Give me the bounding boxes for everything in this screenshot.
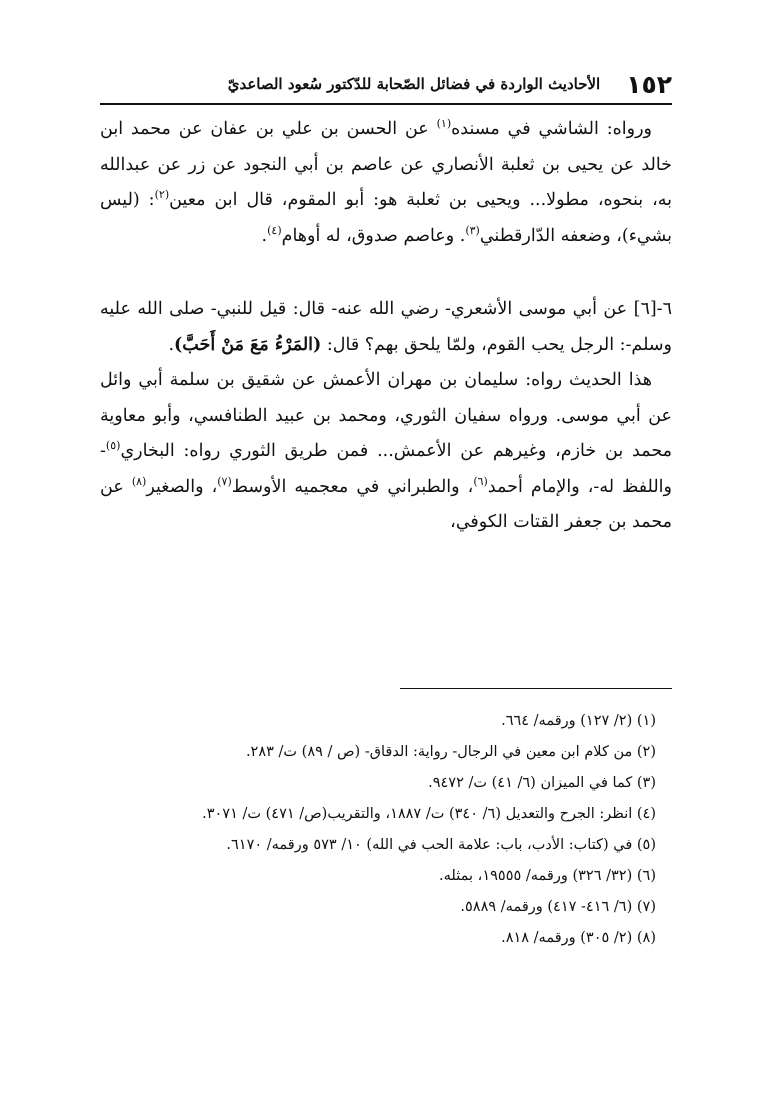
footnote-ref-3: (٣) <box>465 223 480 237</box>
footnote-ref-6: (٦) <box>473 474 488 488</box>
footnote-5: (٥) في (كتاب: الأدب، باب: علامة الحب في الله) ١٠/ ٥٧٣ ورقمه/ ٦١٧٠. <box>226 837 656 853</box>
text-run: : (ليس بشيء)، وضعفه الدّارقطني <box>100 190 672 246</box>
page-number: ١٥٢ <box>626 69 672 99</box>
text-run: ورواه: الشاشي في مسنده <box>451 119 652 139</box>
footnotes <box>100 706 672 954</box>
footnote-ref-7: (٧) <box>217 474 232 488</box>
text-run: عن محمد بن جعفر القتات الكوفي، <box>100 476 672 532</box>
footnote-separator <box>400 688 672 689</box>
footnote-6: (٦) (٣٢/ ٣٢٦) ورقمه/ ١٩٥٥٥، بمثله. <box>439 868 656 884</box>
footnote-ref-8: (٨) <box>131 474 147 488</box>
footnote-ref-2: (٢) <box>154 188 170 201</box>
text-run: . <box>168 334 175 355</box>
footnote-ref-1: (١) <box>436 117 452 130</box>
paragraph-chain-shashi <box>100 112 672 254</box>
page-header <box>100 68 672 100</box>
footnote-4: (٤) انظر: الجرح والتعديل (٦/ ٣٤٠) ت/ ١٨٨٧، والتقريب(ص/ ٤٧١) ت/ ٣٠٧١. <box>202 806 656 822</box>
running-title: الأحاديث الواردة في فضائل الصّحابة للدّكتور سُعود الصاعديّ <box>227 75 601 93</box>
text-run: ، والصغير <box>146 476 218 497</box>
text-run: . <box>261 225 268 246</box>
text-run: هذا الحديث رواه: سليمان بن مهران الأعمش عن شقيق بن سلمة أبي وائل عن أبي موسى. ورواه سفيان الثوري، ومحمد بن عبيد الطنافسي، وأبو معاوية محمد بن خازم، وغيرهم عن الأعمش... فمن طريق الثوري رواه: البخاري <box>100 370 672 461</box>
footnote-7: (٧) (٦/ ٤١٦- ٤١٧) ورقمه/ ٥٨٨٩. <box>460 899 656 915</box>
footnote-1: (١) (٢/ ١٢٧) ورقمه/ ٦٦٤. <box>501 713 656 729</box>
footnote-ref-5: (٥) <box>105 439 121 452</box>
header-rule <box>100 103 672 105</box>
footnote-ref-4: (٤) <box>267 223 282 237</box>
text-run: عن الحسن بن علي بن عفان عن محمد ابن خالد عن يحيى بن ثعلبة الأنصاري عن عاصم بن أبي النجود عن زر عن عبدالله به، بنحوه، مطولا... ويحيى بن ثعلبة هو: أبو المقوم، قال ابن معين <box>100 119 672 210</box>
footnote-3: (٣) كما في الميزان (٦/ ٤١) ت/ ٩٤٧٢. <box>428 775 656 791</box>
footnote-2: (٢) من كلام ابن معين في الرجال- رواية: الدقاق- (ص / ٨٩) ت/ ٢٨٣. <box>245 744 656 760</box>
text-run: ، والطبراني في معجميه الأوسط <box>231 476 474 497</box>
main-text <box>100 112 672 541</box>
text-run: ٦-[٦] عن أبي موسى الأشعري- رضي الله عنه- قال: قيل للنبي- صلى الله عليه وسلم-: الرجل يحب القوم، ولمّا يلحق بهم؟ قال: <box>100 299 672 355</box>
paragraph-hadith-6 <box>100 292 672 363</box>
paragraph-takhrij <box>100 363 672 541</box>
footnote-8: (٨) (٢/ ٣٠٥) ورقمه/ ٨١٨. <box>501 930 656 946</box>
text-run: -واللفظ له-، والإمام أحمد <box>100 441 672 497</box>
hadith-quote: (المَرْءُ مَعَ مَنْ أَحَبَّ) <box>174 334 322 355</box>
text-run: . وعاصم صدوق، له أوهام <box>281 225 466 246</box>
